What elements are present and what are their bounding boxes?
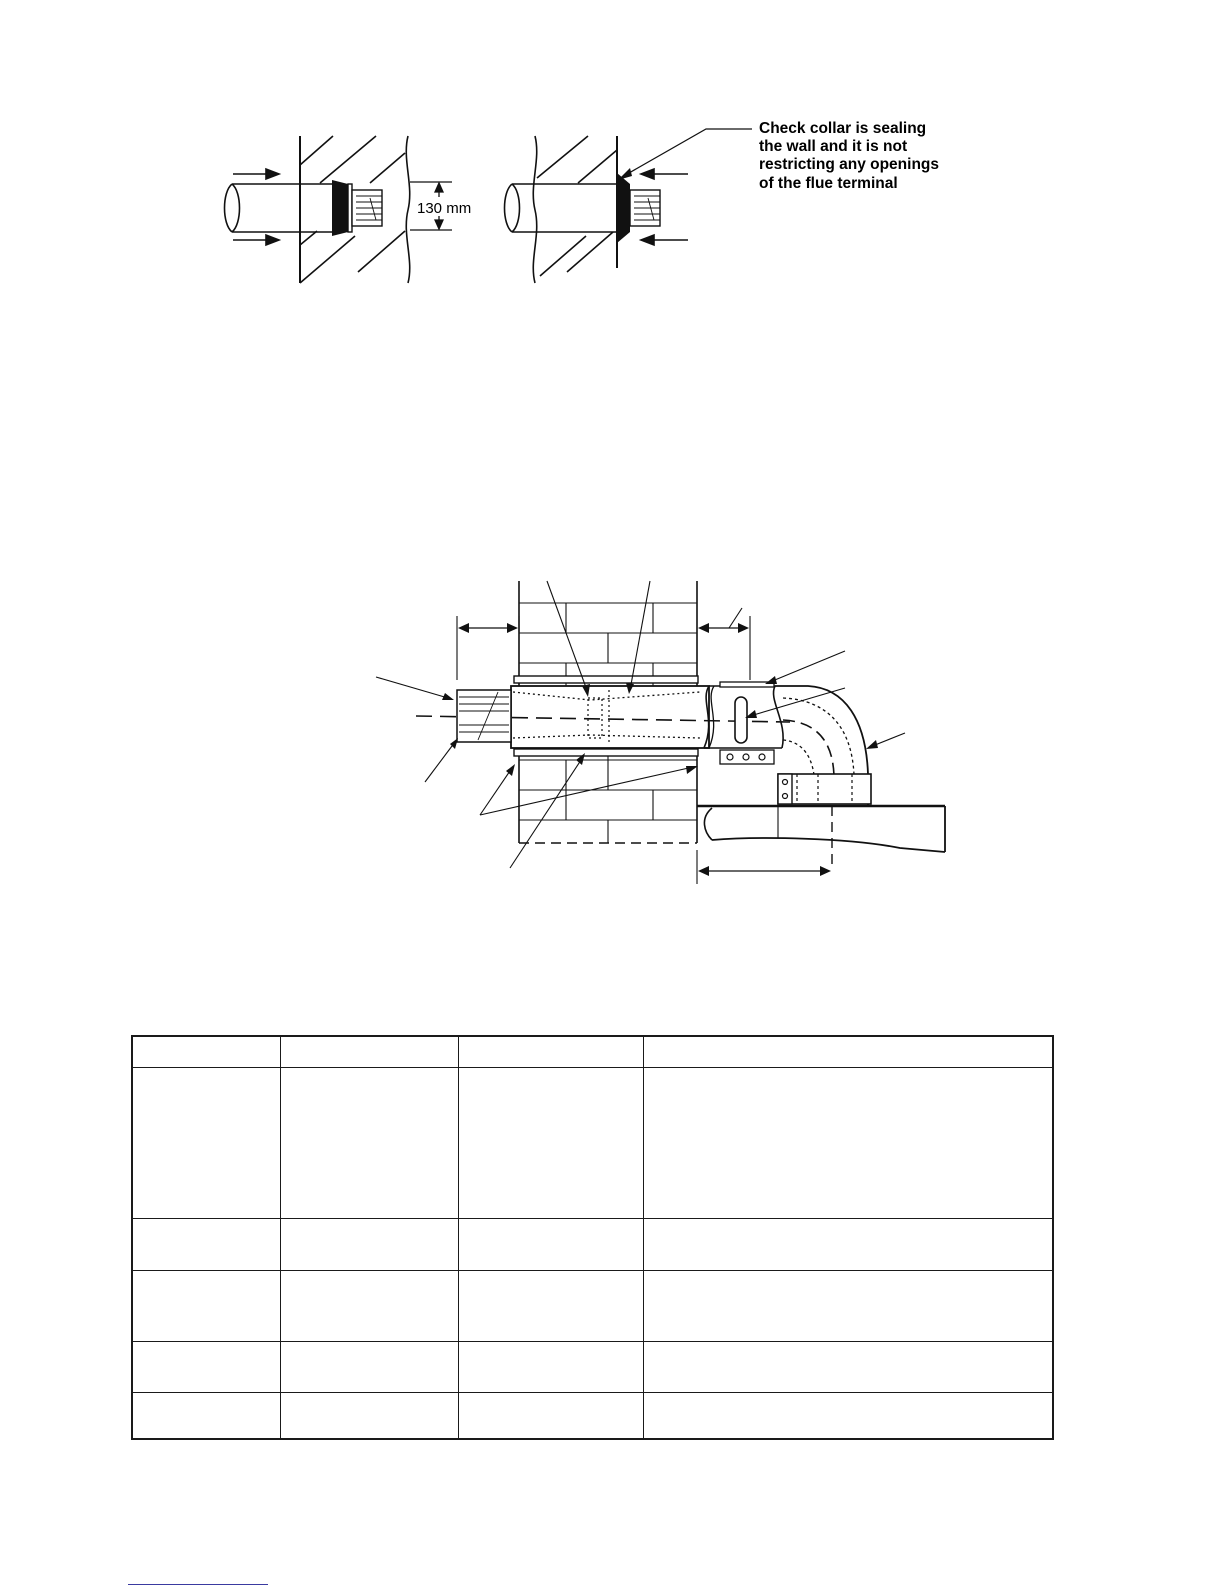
table-cell [643, 1392, 1053, 1439]
table-row [132, 1067, 1053, 1218]
table-cell [458, 1392, 643, 1439]
table-cell [458, 1341, 643, 1392]
table-cell [458, 1218, 643, 1270]
table-cell [132, 1270, 280, 1341]
collar-check-note-line4: of the flue terminal [759, 175, 898, 192]
dimension-130mm-label: 130 mm [417, 200, 472, 217]
table-row [132, 1341, 1053, 1392]
table-row [132, 1218, 1053, 1270]
figure-collar-before [225, 136, 472, 283]
table-header-cell [280, 1036, 458, 1067]
table-cell [132, 1067, 280, 1218]
table-cell [132, 1218, 280, 1270]
table-cell [280, 1341, 458, 1392]
table-cell [132, 1341, 280, 1392]
table-cell [643, 1067, 1053, 1218]
collar-check-note-line3: restricting any openings [759, 156, 940, 173]
table-row [132, 1392, 1053, 1439]
table-cell [643, 1218, 1053, 1270]
table-cell [280, 1392, 458, 1439]
table-cell [280, 1270, 458, 1341]
collar-check-note-line2: the wall and it is not [759, 138, 908, 155]
figure-flue-assembly [376, 581, 945, 884]
table-cell [458, 1270, 643, 1341]
table-cell [280, 1218, 458, 1270]
table-header-row [132, 1036, 1053, 1067]
table-header-cell [132, 1036, 280, 1067]
figure-collar-after [505, 129, 753, 283]
table-cell [643, 1341, 1053, 1392]
table-cell [132, 1392, 280, 1439]
table-cell [280, 1067, 458, 1218]
table-row [132, 1270, 1053, 1341]
table-cell [458, 1067, 643, 1218]
specification-table [131, 1035, 1054, 1440]
table-header-cell [458, 1036, 643, 1067]
table-cell [643, 1270, 1053, 1341]
table-header-cell [643, 1036, 1053, 1067]
collar-check-note-line1: Check collar is sealing [759, 120, 927, 137]
